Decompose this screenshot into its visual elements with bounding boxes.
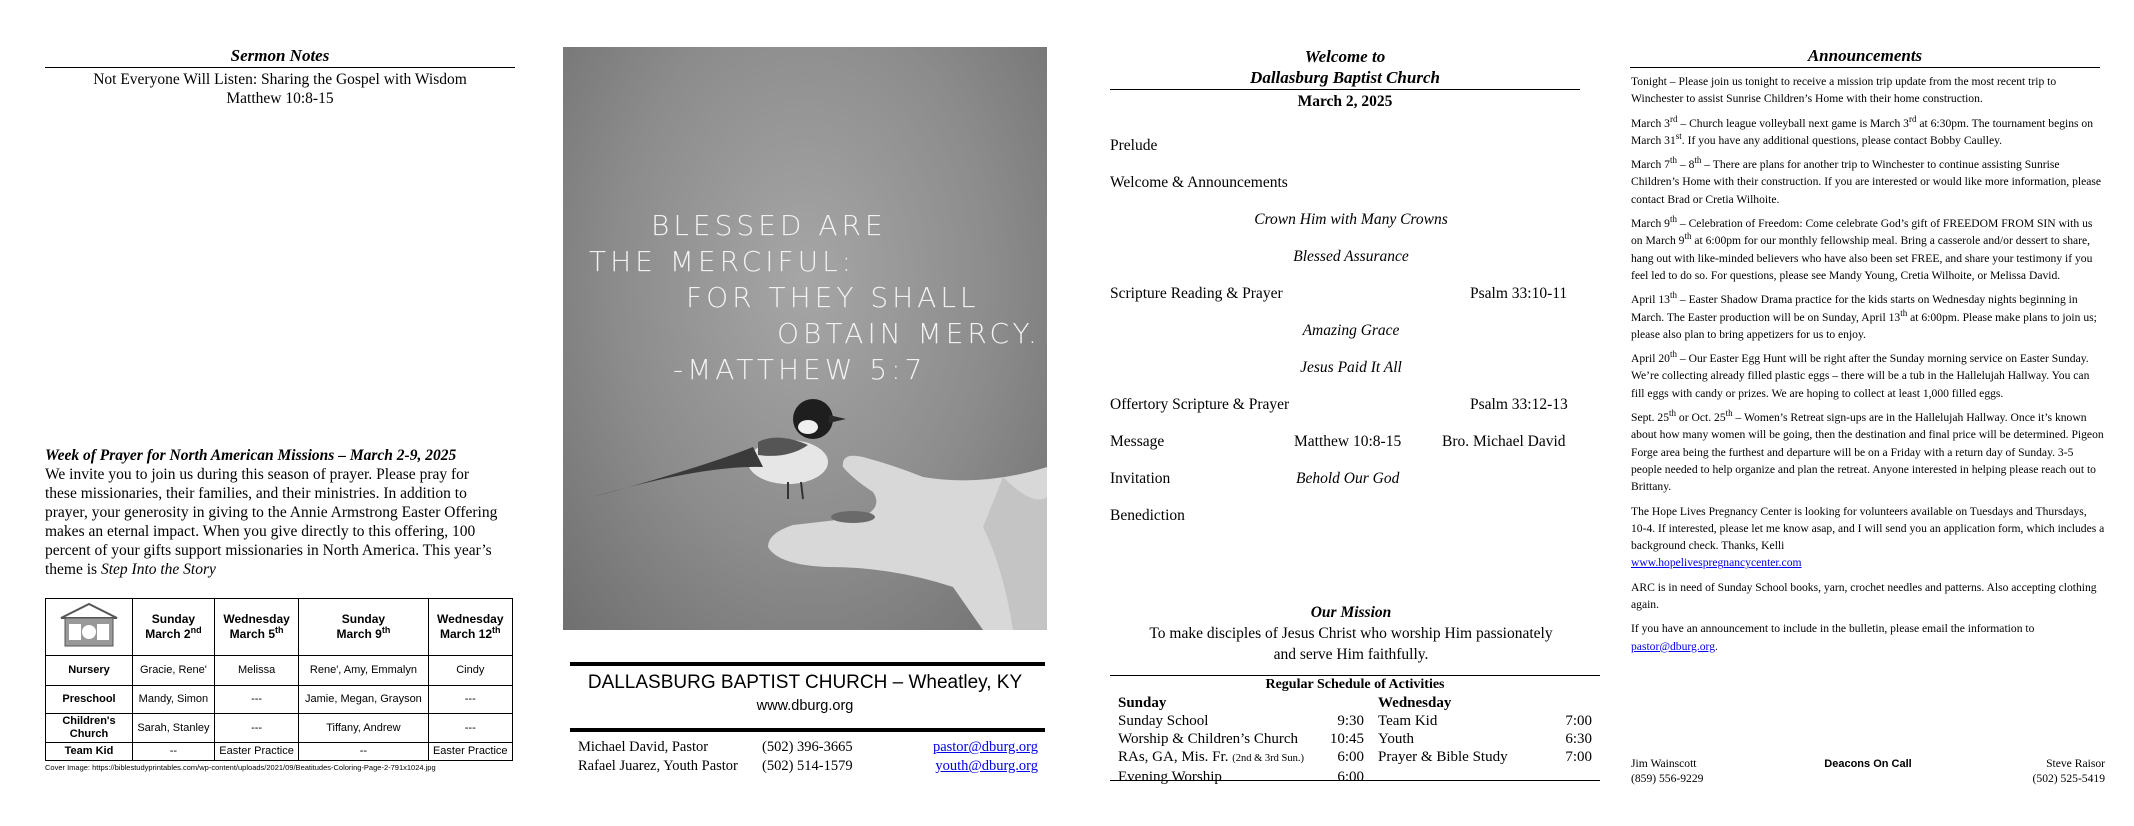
schedule-wednesday-label: Wednesday — [1378, 695, 1452, 711]
sermon-subtitle: Not Everyone Will Listen: Sharing the Gospel with Wisdom — [93, 71, 467, 88]
scripture-reading-ref: Psalm 33:10-11 — [1470, 285, 1568, 302]
prayer-week-section — [45, 446, 503, 579]
invitation-song: Behold Our God — [1296, 470, 1400, 487]
schedule-item: Team Kid 7:00 — [1378, 713, 1592, 729]
contact-name: Michael David, Pastor — [578, 739, 709, 755]
table-row: Preschool Mandy, Simon --- Jamie, Megan, Grayson --- — [46, 686, 513, 714]
header-sunday-mar9: Sunday March 9th — [299, 599, 428, 656]
invitation: Invitation — [1110, 470, 1171, 487]
contact-email-link[interactable]: pastor@dburg.org — [932, 739, 1038, 755]
church-heading: Dallasburg Baptist Church — [1250, 68, 1440, 87]
schedule-item: Sunday School 9:30 — [1118, 713, 1364, 729]
thick-rule-top — [570, 662, 1045, 666]
hymn-4: Jesus Paid It All — [1300, 359, 1402, 376]
cover-photo — [563, 47, 1047, 630]
schedule-title: Regular Schedule of Activities — [1265, 677, 1445, 692]
announcement-item: Tonight – Please join us tonight to receive a mission trip update from the most recent trip to Winchester to assist Sunrise Children’s Home with their home construction. — [1631, 75, 2057, 106]
welcome-announcements: Welcome & Announcements — [1110, 174, 1288, 191]
announcement-item: The Hope Lives Pregnancy Center is looking for volunteers available on Tuesdays and Thursdays, 10-4. If interested, please let me know asap, and I will send you an application form, which includes a background check. Thanks, Kelli www.hopelivespregnancycenter.com — [1631, 504, 2105, 570]
benediction: Benediction — [1110, 507, 1185, 524]
church-website: www.dburg.org — [756, 698, 854, 714]
hymn-1: Crown Him with Many Crowns — [1254, 211, 1448, 228]
announcements-list — [1631, 73, 2105, 662]
message-ref: Matthew 10:8-15 — [1294, 433, 1402, 450]
schedule-item: Worship & Children’s Church 10:45 — [1118, 731, 1364, 747]
hymn-3: Amazing Grace — [1302, 322, 1400, 339]
announcement-item: March 9th – Celebration of Freedom: Come celebrate God’s gift of FREEDOM FROM SIN with us on March 9th at 6:00pm for our monthly fellowship meal. Bring a casserole and/or dessert to share, hang out with like-minded believers who have also been set FREE, and share your testimony if you feel led to do so. For questions, please see Mandy Young, Cretia Wilhoite, or Melissa David. — [1631, 214, 2093, 282]
nursery-schedule-table — [45, 598, 513, 761]
schedule-wednesday — [1378, 694, 1592, 766]
schedule-sunday — [1118, 694, 1364, 786]
verse-line-1: BLESSED ARE — [651, 209, 887, 242]
prayer-week-theme: Step Into the Story — [100, 561, 216, 578]
divider — [45, 67, 515, 68]
announcement-item: March 7th – 8th – There are plans for another trip to Winchester to continue assisting Sunrise Children’s Home with their construction. If you are interested or would like more information, please contact Brad or Cretia Wilhoite. — [1631, 155, 2102, 206]
header-wednesday-mar5: Wednesday March 5th — [214, 599, 298, 656]
announcement-item: If you have an announcement to include in the bulletin, please email the information to pastor@dburg.org. — [1631, 622, 2035, 653]
deacon-right: Steve Raisor (502) 525-5419 — [2032, 757, 2105, 785]
announcement-item: April 20th – Our Easter Egg Hunt will be right after the Sunday morning service on Easter Sunday. We’re collecting already filled plastic eggs – there will be a tub in the Hallelujah Hallway. You can fill eggs with candy or prizes. We are hoping to collect at least 1,000 filled eggs. — [1631, 349, 2090, 400]
mission-title: Our Mission — [1310, 604, 1392, 621]
mission-line-1: To make disciples of Jesus Christ who worship Him passionately — [1149, 625, 1553, 642]
contact-phone: (502) 396-3665 — [762, 739, 853, 755]
header-sunday-mar2: Sunday March 2nd — [133, 599, 215, 656]
contact-name: Rafael Juarez, Youth Pastor — [578, 758, 738, 774]
bulletin-email-link[interactable]: pastor@dburg.org — [1631, 639, 1715, 653]
header-wednesday-mar12: Wednesday March 12th — [428, 599, 512, 656]
deacons-label: Deacons On Call — [1824, 758, 1912, 770]
announcement-item: April 13th – Easter Shadow Drama practice for the kids starts on Wednesday nights beginning in March. The Easter production will be on Sunday, April 13th at 6:00pm. Please make plans to join us; please also plan to bring appetizers for us to enjoy. — [1631, 290, 2097, 341]
schedule-item: Evening Worship 6:00 — [1118, 769, 1364, 785]
contact-phone: (502) 514-1579 — [762, 758, 853, 774]
announcement-item: ARC is in need of Sunday School books, yarn, crochet needles and patterns. Also accepting clothing again. — [1631, 580, 2097, 612]
mission-section — [1110, 602, 1592, 665]
church-logo-cell — [46, 599, 133, 656]
schedule-sunday-label: Sunday — [1118, 695, 1167, 711]
schedule-item: Prayer & Bible Study 7:00 — [1378, 749, 1592, 765]
contact-email-link[interactable]: youth@dburg.org — [935, 758, 1038, 774]
deacon-left: Jim Wainscott (859) 556-9229 — [1631, 757, 1704, 785]
scripture-reading: Scripture Reading & Prayer — [1110, 285, 1283, 302]
verse-line-3: FOR THEY SHALL — [686, 281, 980, 314]
table-header-row — [46, 599, 513, 656]
service-date: March 2, 2025 — [1297, 93, 1393, 110]
verse-line-2: THE MERCIFUL: — [589, 245, 856, 278]
table-row: Children's Church Sarah, Stanley --- Tiffany, Andrew --- — [46, 714, 513, 743]
offertory: Offertory Scripture & Prayer — [1110, 396, 1290, 413]
hymn-2: Blessed Assurance — [1293, 248, 1409, 265]
church-name-line: DALLASBURG BAPTIST CHURCH – Wheatley, KY — [587, 672, 1023, 693]
sermon-reference: Matthew 10:8-15 — [226, 90, 334, 107]
announcements-title: Announcements — [1807, 46, 1923, 65]
prelude: Prelude — [1110, 137, 1158, 154]
announcement-item: March 3rd – Church league volleyball next game is March 3rd at 6:30pm. The tournament begins on March 31st. If you have any additional questions, please contact Bobby Caulley. — [1631, 113, 2094, 147]
table-row: Team Kid -- Easter Practice -- Easter Practice — [46, 743, 513, 761]
mission-line-2: and serve Him faithfully. — [1273, 646, 1429, 663]
schedule-item: Youth 6:30 — [1378, 731, 1592, 747]
prayer-week-body: We invite you to join us during this season of prayer. Please pray for these missionaries, their families, and their ministries. In addition to prayer, your generosity in giving to the Annie Armstrong Easter Offering makes an eternal impact. When you give directly to this offering, 100 percent of your gifts support missionaries in North America. This year’s theme is Step Into the Story — [45, 466, 498, 578]
church-logo-icon — [57, 600, 121, 650]
schedule-divider — [1110, 675, 1600, 676]
contact-row — [578, 739, 1038, 756]
thick-rule-bottom — [570, 728, 1045, 732]
divider — [1630, 67, 2100, 68]
table-row: Nursery Gracie, Rene' Melissa Rene', Amy, Emmalyn Cindy — [46, 656, 513, 686]
message-speaker: Bro. Michael David — [1442, 433, 1566, 450]
verse-line-4: OBTAIN MERCY. — [777, 317, 1041, 350]
welcome-heading: Welcome to Dallasburg Baptist Church — [1110, 46, 1580, 88]
offertory-ref: Psalm 33:12-13 — [1470, 396, 1568, 413]
message: Message — [1110, 433, 1165, 450]
divider — [1110, 89, 1580, 90]
cover-image-credit: Cover Image: https://biblestudyprintables.com/wp-content/uploads/2021/09/Beatitudes-Coloring-Page-2-791x1024.jpg — [45, 763, 436, 772]
hope-lives-link[interactable]: www.hopelivespregnancycenter.com — [1631, 556, 1802, 570]
sermon-notes-title: Sermon Notes — [230, 46, 330, 65]
prayer-week-title: Week of Prayer for North American Missions – March 2-9, 2025 — [45, 447, 457, 464]
schedule-item: RAs, GA, Mis. Fr. (2nd & 3rd Sun.) 6:00 — [1118, 749, 1364, 765]
verse-line-5: -MATTHEW 5:7 — [673, 353, 927, 386]
contact-row — [578, 758, 1038, 775]
schedule-bottom-rule — [1110, 780, 1600, 781]
announcement-item: Sept. 25th or Oct. 25th – Women’s Retreat sign-ups are in the Hallelujah Hallway. Once it’s known about how many women will be going, then the destination and final price will be determined. Pigeon Forge area being the furthest and departure will be on a Friday with a return day of Sunday. 3-5 people needed to help organize and plan the retreat. Anyone interested in helping please reach out to Brittany. — [1631, 408, 2104, 494]
